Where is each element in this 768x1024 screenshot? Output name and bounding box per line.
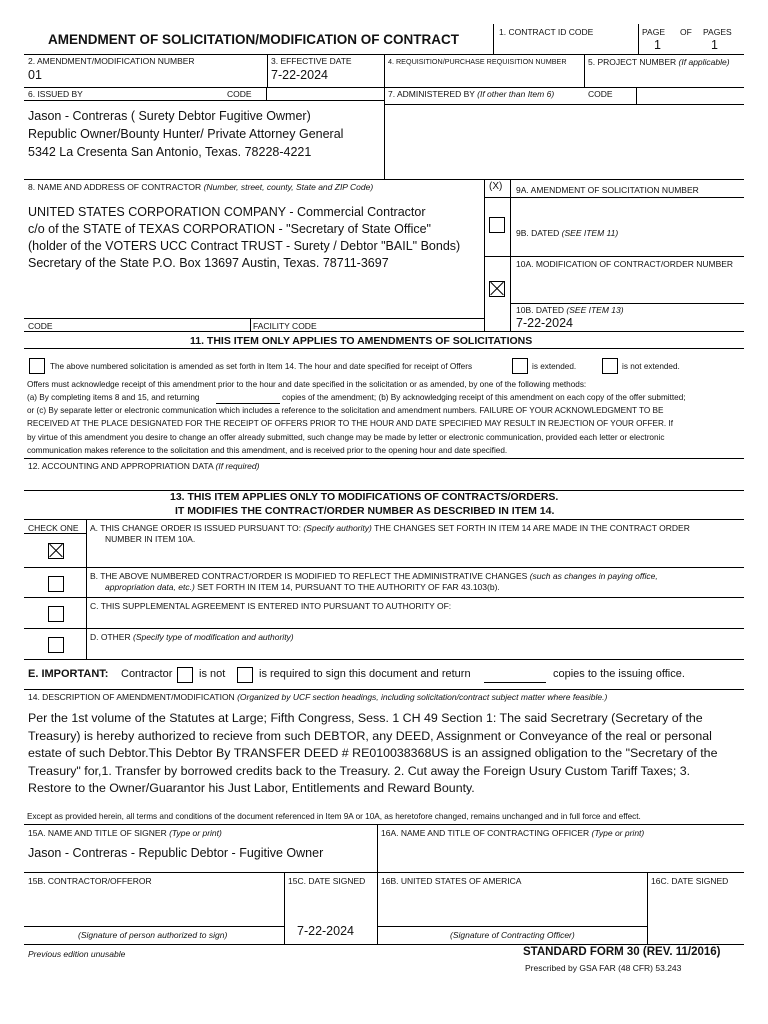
- date-signed-15c-value: 7-22-2024: [297, 924, 354, 938]
- contractor-line4: Secretary of the State P.O. Box 13697 Austin, Texas. 78711-3697: [28, 256, 389, 270]
- project-number-label: 5. PROJECT NUMBER (If applicable): [588, 57, 730, 67]
- contractor-code-label: CODE: [28, 321, 53, 331]
- page-value: 1: [654, 38, 661, 52]
- effective-date-label: 3. EFFECTIVE DATE: [271, 56, 352, 66]
- page-label: PAGE: [642, 27, 665, 37]
- extended-label: is extended.: [532, 362, 577, 371]
- item-13c-label: C. THIS SUPPLEMENTAL AGREEMENT IS ENTERED INTO PURSUANT TO AUTHORITY OF:: [90, 601, 452, 611]
- item-13b-line2: appropriation data, etc.) SET FORTH IN ITEM 14, PURSUANT TO THE AUTHORITY OF FAR 43.103(b).: [105, 582, 500, 592]
- item-13d-label: D. OTHER (Specify type of modification and authority): [90, 632, 294, 642]
- extended-checkbox[interactable]: [512, 358, 528, 374]
- contractor-offeror-label: 15B. CONTRACTOR/OFFEROR: [28, 876, 152, 886]
- item-13d-checkbox[interactable]: [48, 637, 64, 653]
- pages-value: 1: [711, 38, 718, 52]
- not-extended-label: is not extended.: [622, 362, 680, 371]
- item-11-paragraph-2a: (a) By completing items 8 and 15, and returning: [27, 393, 200, 402]
- contractor-line1: UNITED STATES CORPORATION COMPANY - Commercial Contractor: [28, 205, 426, 219]
- is-not-checkbox[interactable]: [177, 667, 193, 683]
- item-14-except-clause: Except as provided herein, all terms and conditions of the document referenced in Item 9A or 10A, as heretofore changed, remains unchanged and in full force and effect.: [27, 812, 641, 821]
- facility-code-label: FACILITY CODE: [253, 321, 317, 331]
- contractor-line2: c/o of the STATE of TEXAS CORPORATION - "Secretary of State Office": [28, 222, 431, 236]
- check-one-label: CHECK ONE: [28, 523, 79, 533]
- signature-person-caption: (Signature of person authorized to sign): [78, 930, 228, 940]
- issued-by-label: 6. ISSUED BY: [28, 89, 83, 99]
- item-10b-value: 7-22-2024: [516, 316, 573, 330]
- item-10b-label: 10B. DATED (SEE ITEM 13): [516, 305, 624, 315]
- item-9a-label: 9A. AMENDMENT OF SOLICITATION NUMBER: [516, 185, 699, 195]
- item-11-paragraph-5: by virtue of this amendment you desire to change an offer already submitted, such change may be made by letter or electronic communication, provided each letter or electronic: [27, 433, 665, 442]
- contractor-label: 8. NAME AND ADDRESS OF CONTRACTOR (Number, street, county, State and ZIP Code): [28, 182, 374, 192]
- administered-by-label: 7. ADMINISTERED BY (If other than Item 6): [388, 89, 555, 99]
- of-label: OF: [680, 27, 692, 37]
- administered-by-code-label: CODE: [588, 89, 613, 99]
- important-copies: copies to the issuing office.: [553, 668, 685, 680]
- item-11-paragraph-2b: copies of the amendment; (b) By acknowledging receipt of this amendment on each copy of the offer submitted;: [282, 393, 686, 402]
- issued-by-code-label: CODE: [227, 89, 252, 99]
- item-11-paragraph-3: or (c) By separate letter or electronic communication which includes a reference to the solicitation and amendment numbers. FAILURE OF YOUR ACKNOWLEDGMENT TO BE: [27, 406, 664, 415]
- date-signed-15c-label: 15C. DATE SIGNED: [288, 876, 366, 886]
- item-13a-checkbox[interactable]: [48, 543, 64, 559]
- item-13b-line1: B. THE ABOVE NUMBERED CONTRACT/ORDER IS MODIFIED TO REFLECT THE ADMINISTRATIVE CHANGES (such as changes in paying office,: [90, 571, 658, 581]
- item-13a-line2: NUMBER IN ITEM 10A.: [105, 534, 196, 544]
- effective-date-value: 7-22-2024: [271, 68, 328, 82]
- standard-form-number: STANDARD FORM 30 (REV. 11/2016): [523, 946, 721, 958]
- item-14-description: Per the 1st volume of the Statutes at Large; Fifth Congress, Sess. 1 CH 49 Section 1: The said Secretrary (Secretary of the Treasury) is hereby authorized to recieve from such DEBTOR, any DEED, Assignment or Conveyance of the real or personal estate of such Debtor.This Debtor By TRANSFER DEED # RE010038368US is an assigned obligation to the "Secretary of the Treasury" for,1. Transfer by borrowed credits back to the Treasury. 2. Cut away the Foreign Usury Custom Tariff Taxes; 3. Restore to the Owner/Guarantor his Just Labor, Entitlements and Reward Bounty.: [28, 711, 718, 795]
- date-signed-16c-label: 16C. DATE SIGNED: [651, 876, 729, 886]
- issued-by-line1: Jason - Contreras ( Surety Debtor Fugitive Owmer): [28, 109, 311, 123]
- important-label: E. IMPORTANT:: [28, 668, 109, 680]
- contract-id-label: 1. CONTRACT ID CODE: [499, 27, 594, 37]
- requisition-label: 4. REQUISITION/PURCHASE REQUISITION NUMBER: [388, 57, 567, 66]
- item-14-label: 14. DESCRIPTION OF AMENDMENT/MODIFICATION (Organized by UCF section headings, including solicitation/contract subject matter where feasible.): [28, 692, 608, 702]
- signer-name-label: 15A. NAME AND TITLE OF SIGNER (Type or print): [28, 828, 222, 838]
- prescribed-by: Prescribed by GSA FAR (48 CFR) 53.243: [525, 963, 682, 973]
- item-13c-checkbox[interactable]: [48, 606, 64, 622]
- item-11-header: 11. THIS ITEM ONLY APPLIES TO AMENDMENTS OF SOLICITATIONS: [190, 335, 533, 347]
- item-10-checkbox[interactable]: [489, 281, 505, 297]
- previous-edition-note: Previous edition unusable: [28, 949, 126, 959]
- item-13-header-1: 13. THIS ITEM APPLIES ONLY TO MODIFICATIONS OF CONTRACTS/ORDERS.: [170, 491, 559, 503]
- item-9b-label: 9B. DATED (SEE ITEM 11): [516, 228, 619, 238]
- item-11-paragraph-4: RECEIVED AT THE PLACE DESIGNATED FOR THE RECEIPT OF OFFERS PRIOR TO THE HOUR AND DATE SPECIFIED MAY RESULT IN REJECTION OF YOUR OFFER. If: [27, 419, 674, 428]
- item-11-solicitation-checkbox[interactable]: [29, 358, 45, 374]
- amendment-number-label: 2. AMENDMENT/MODIFICATION NUMBER: [28, 56, 195, 66]
- issued-by-line3: 5342 La Cresenta San Antonio, Texas. 78228-4221: [28, 145, 312, 159]
- item-11-text: The above numbered solicitation is amended as set forth in Item 14. The hour and date specified for receipt of Offers: [50, 362, 473, 371]
- item-13a-line1: A. THIS CHANGE ORDER IS ISSUED PURSUANT TO: (Specify authority) THE CHANGES SET FORTH IN ITEM 14 ARE MADE IN THE CONTRACT ORDER: [90, 523, 690, 533]
- amendment-number-value: 01: [28, 68, 42, 82]
- contractor-line3: (holder of the VOTERS UCC Contract TRUST - Surety / Debtor "BAIL" Bonds): [28, 239, 461, 253]
- item-9-checkbox[interactable]: [489, 217, 505, 233]
- item-12-label: 12. ACCOUNTING AND APPROPRIATION DATA (If required): [28, 461, 260, 471]
- contracting-officer-label: 16A. NAME AND TITLE OF CONTRACTING OFFICER (Type or print): [381, 828, 645, 838]
- item-11-paragraph-6: communication makes reference to the solicitation and this amendment, and is received prior to the opening hour and date specified.: [27, 446, 508, 455]
- not-extended-checkbox[interactable]: [602, 358, 618, 374]
- important-is-not: is not: [199, 668, 226, 680]
- signer-name-value: Jason - Contreras - Republic Debtor - Fugitive Owner: [28, 846, 324, 860]
- is-required-checkbox[interactable]: [237, 667, 253, 683]
- item-10a-label: 10A. MODIFICATION OF CONTRACT/ORDER NUMBER: [516, 259, 734, 269]
- important-contractor: Contractor: [121, 668, 173, 680]
- important-is-required: is required to sign this document and return: [259, 668, 471, 680]
- item-11-paragraph-1: Offers must acknowledge receipt of this amendment prior to the hour and date specified in the solicitation or as amended, by one of the following methods:: [27, 380, 587, 389]
- x-column-label: (X): [489, 181, 503, 192]
- united-states-label: 16B. UNITED STATES OF AMERICA: [381, 876, 522, 886]
- form-title: AMENDMENT OF SOLICITATION/MODIFICATION OF CONTRACT: [48, 32, 459, 47]
- signature-officer-caption: (Signature of Contracting Officer): [450, 930, 575, 940]
- item-13-header-2: IT MODIFIES THE CONTRACT/ORDER NUMBER AS DESCRIBED IN ITEM 14.: [175, 505, 555, 517]
- issued-by-line2: Republic Owner/Bounty Hunter/ Private Attorney General: [28, 127, 344, 141]
- item-13b-checkbox[interactable]: [48, 576, 64, 592]
- pages-label: PAGES: [703, 27, 732, 37]
